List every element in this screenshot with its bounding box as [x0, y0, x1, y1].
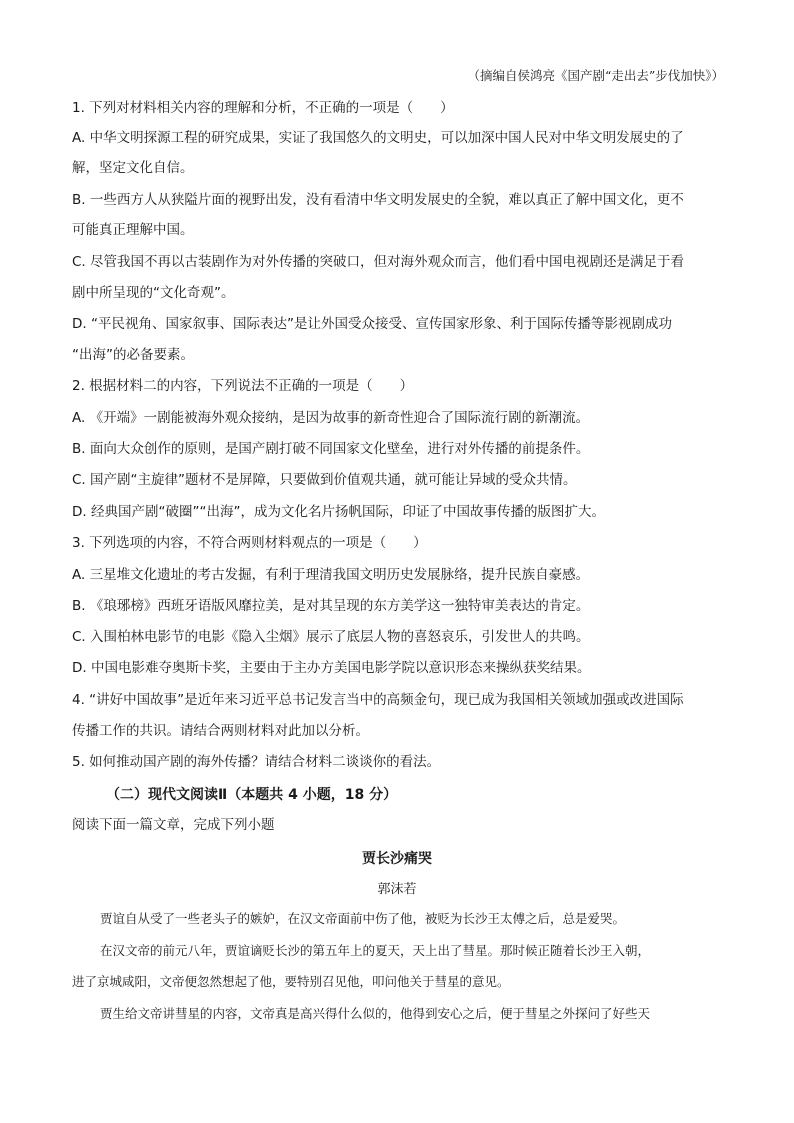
article-paragraph-2-line-2: 进了京城咸阳，文帝便忽然想起了他，要特别召见他，叩问他关于彗星的意见。 [72, 974, 510, 989]
article-paragraph-3-line-1: 贾生给文帝讲彗星的内容，文帝真是高兴得什么似的，他得到安心之后，便于彗星之外探问了好些天 [100, 1006, 651, 1021]
question-4-line-1: 4. “讲好中国故事”是近年来习近平总书记发言当中的高频金句，现已成为我国相关领域加强或改进国际 [72, 692, 684, 708]
source-note: （摘编自侯鸿亮《国产剧“走出去”步伐加快》） [467, 68, 724, 83]
question-1-option-b-line-1: B. 一些西方人从狭隘片面的视野出发，没有看清中华文明发展史的全貌，难以真正了解中国文化，更不 [72, 192, 684, 208]
question-3-option-c: C. 入围柏林电影节的电影《隐入尘烟》展示了底层人物的喜怒哀乐，引发世人的共鸣。 [72, 629, 590, 645]
question-1-option-a-line-1: A. 中华文明探源工程的研究成果，实证了我国悠久的文明史，可以加深中国人民对中华文明发展史的了 [72, 130, 684, 146]
question-4-line-2: 传播工作的共识。请结合两则材料对此加以分析。 [72, 723, 369, 739]
reading-instruction: 阅读下面一篇文章，完成下列小题 [72, 817, 275, 833]
article-author: 郭沫若 [377, 882, 417, 897]
question-3-option-a: A. 三星堆文化遗址的考古发掘，有利于理清我国文明历史发展脉络，提升民族自豪感。 [72, 567, 590, 583]
question-2-option-b: B. 面向大众创作的原则，是国产剧打破不同国家文化壁垒，进行对外传播的前提条件。 [72, 441, 590, 457]
question-3-stem: 3. 下列选项的内容，不符合两则材料观点的一项是（ ） [72, 535, 427, 551]
question-2-stem: 2. 根据材料二的内容，下列说法不正确的一项是（ ） [72, 378, 414, 394]
question-1-stem: 1. 下列对材料相关内容的理解和分析，不正确的一项是（ ） [72, 100, 454, 116]
question-1-option-a-line-2: 解，坚定文化自信。 [72, 160, 194, 176]
question-2-option-a: A. 《开端》一剧能被海外观众接纳，是因为故事的新奇性迎合了国际流行剧的新潮流。 [72, 410, 590, 426]
question-1-option-b-line-2: 可能真正理解中国。 [72, 222, 194, 238]
article-paragraph-1: 贾谊自从受了一些老头子的嫉妒，在汉文帝面前中伤了他，被贬为长沙王太傅之后，总是爱哭。 [100, 911, 626, 926]
article-title: 贾长沙痛哭 [362, 851, 432, 867]
question-3-option-d: D. 中国电影难夺奥斯卡奖，主要由于主办方美国电影学院以意识形态来操纵获奖结果。 [72, 660, 591, 676]
section-heading: （二）现代文阅读Ⅱ（本题共 4 小题，18 分） [106, 787, 398, 803]
question-2-option-d: D. 经典国产剧“破圈”“出海”，成为文化名片扬帆国际，印证了中国故事传播的版图扩大。 [72, 504, 605, 520]
question-2-option-c: C. 国产剧“主旋律”题材不是屏障，只要做到价值观共通，就可能让异域的受众共情。 [72, 472, 577, 488]
question-1-option-d-line-2: “出海”的必备要素。 [72, 347, 194, 363]
question-1-option-c-line-2: 剧中所呈现的“文化奇观”。 [72, 285, 235, 301]
question-5: 5. 如何推动国产剧的海外传播？请结合材料二谈谈你的看法。 [72, 754, 441, 770]
article-paragraph-2-line-1: 在汉文帝的前元八年，贾谊谪贬长沙的第五年上的夏天，天上出了彗星。那时候正随着长沙王入朝， [100, 943, 651, 958]
question-1-option-c-line-1: C. 尽管我国不再以古装剧作为对外传播的突破口，但对海外观众而言，他们看中国电视剧还是满足于看 [72, 254, 685, 270]
question-3-option-b: B. 《琅琊榜》西班牙语版风靡拉美，是对其呈现的东方美学这一独特审美表达的肯定。 [72, 598, 590, 614]
question-1-option-d-line-1: D. “平民视角、国家叙事、国际表达”是让外国受众接受、宣传国家形象、利于国际传播等影视剧成功 [72, 316, 672, 332]
